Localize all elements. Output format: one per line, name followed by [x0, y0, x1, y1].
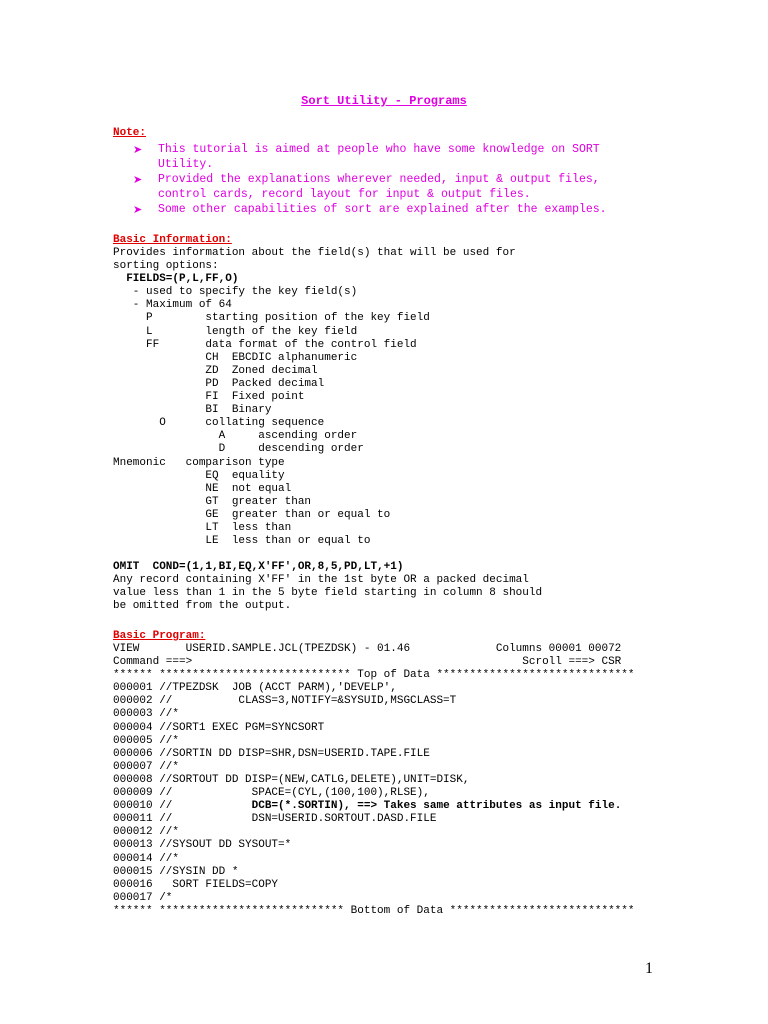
program-listing-line: 000005 //*	[113, 734, 180, 747]
program-listing-line-bold-part: DCB=(*.SORTIN), ==> Takes same attributes as input file.	[172, 800, 622, 813]
basic-information-line: D descending order	[113, 443, 364, 456]
basic-information-line: sorting options:	[113, 260, 219, 273]
program-listing-line: VIEW USERID.SAMPLE.JCL(TPEZDSK) - 01.46 Columns 00001 00072	[113, 643, 622, 655]
program-listing-line: Command ===> Scroll ===> CSR	[113, 656, 622, 669]
basic-information-line: ZD Zoned decimal	[113, 364, 318, 377]
basic-program-heading: Basic Program:	[113, 630, 206, 642]
program-listing-line: ****** **************************** Bottom of Data ****************************	[113, 904, 635, 917]
basic-information-line: PD Packed decimal	[113, 377, 325, 390]
basic-information-section	[113, 234, 673, 548]
note-bullet-line: Provided the explanations wherever needed, input & output files,	[158, 173, 600, 186]
basic-information-line: Provides information about the field(s) that will be used for	[113, 247, 516, 259]
right-arrow-bullet-icon: ➤	[133, 143, 143, 156]
program-listing-line: 000001 //TPEZDSK JOB (ACCT PARM),'DEVELP',	[113, 682, 397, 695]
basic-information-line: P starting position of the key field	[113, 312, 430, 325]
basic-information-line: - used to specify the key field(s)	[113, 286, 358, 299]
basic-information-line: FF data format of the control field	[113, 338, 417, 351]
program-listing-line: 000004 //SORT1 EXEC PGM=SYNCSORT	[113, 721, 325, 734]
note-heading: Note:	[113, 127, 147, 139]
note-bullet-line: Utility.	[158, 158, 214, 171]
basic-information-line: GE greater than or equal to	[113, 508, 391, 521]
note-bullet-item	[113, 142, 673, 172]
note-bullet-line: control cards, record layout for input & output files.	[158, 188, 531, 201]
note-bullet-line: This tutorial is aimed at people who have some knowledge on SORT	[158, 143, 600, 156]
basic-information-line: A ascending order	[113, 430, 358, 443]
omit-line: value less than 1 in the 5 byte field starting in column 8 should	[113, 587, 543, 600]
program-listing-line: 000009 // SPACE=(CYL,(100,100),RLSE),	[113, 787, 430, 800]
page-title: Sort Utility - Programs	[301, 94, 467, 108]
basic-information-heading: Basic Information:	[113, 234, 232, 246]
basic-information-line: LT less than	[113, 521, 292, 534]
note-bullet-item	[113, 202, 673, 217]
basic-information-line: - Maximum of 64	[113, 299, 232, 312]
omit-line: OMIT COND=(1,1,BI,EQ,X'FF',OR,8,5,PD,LT,+1)	[113, 561, 404, 573]
program-listing-line: 000007 //*	[113, 760, 180, 773]
right-arrow-bullet-icon: ➤	[133, 203, 143, 216]
basic-information-line: FIELDS=(P,L,FF,O)	[113, 273, 239, 286]
program-listing-line: 000014 //*	[113, 852, 180, 865]
basic-information-line: EQ equality	[113, 469, 285, 482]
program-listing-line: 000002 // CLASS=3,NOTIFY=&SYSUID,MSGCLASS=T	[113, 695, 457, 708]
basic-information-line: NE not equal	[113, 482, 292, 495]
program-listing-line: ****** ***************************** Top of Data ******************************	[113, 669, 635, 682]
program-listing-line: 000008 //SORTOUT DD DISP=(NEW,CATLG,DELETE),UNIT=DISK,	[113, 773, 470, 786]
basic-information-line: Mnemonic comparison type	[113, 456, 285, 469]
program-listing-line: 000017 /*	[113, 891, 173, 904]
program-listing-line: 000015 //SYSIN DD *	[113, 865, 239, 878]
basic-information-line: GT greater than	[113, 495, 312, 508]
omit-body	[113, 561, 673, 613]
program-listing-line: 000016 SORT FIELDS=COPY	[113, 878, 279, 891]
omit-line: Any record containing X'FF' in the 1st byte OR a packed decimal	[113, 574, 529, 587]
note-bullet-line: Some other capabilities of sort are explained after the examples.	[158, 203, 607, 216]
basic-information-line: CH EBCDIC alphanumeric	[113, 351, 358, 364]
note-bullet-list	[113, 142, 673, 217]
program-listing-line-prefix: 000010 //	[113, 800, 173, 813]
program-listing	[113, 643, 673, 918]
program-listing-line: 000006 //SORTIN DD DISP=SHR,DSN=USERID.TAPE.FILE	[113, 747, 430, 760]
basic-information-body	[113, 247, 673, 548]
program-listing-line: 000013 //SYSOUT DD SYSOUT=*	[113, 839, 292, 852]
program-listing-line: 000012 //*	[113, 826, 180, 839]
basic-information-line: BI Binary	[113, 404, 272, 417]
basic-information-line: O collating sequence	[113, 417, 325, 430]
program-listing-line	[113, 800, 673, 813]
basic-information-line: LE less than or equal to	[113, 535, 371, 548]
page-number: 1	[645, 960, 653, 977]
note-bullet-item	[113, 172, 673, 202]
omit-section	[113, 561, 673, 613]
omit-line: be omitted from the output.	[113, 600, 292, 613]
program-listing-line: 000003 //*	[113, 708, 180, 721]
right-arrow-bullet-icon: ➤	[133, 173, 143, 186]
basic-program-section	[113, 630, 673, 918]
basic-information-line: L length of the key field	[113, 325, 358, 338]
basic-information-line: FI Fixed point	[113, 391, 305, 404]
program-listing-line: 000011 // DSN=USERID.SORTOUT.DASD.FILE	[113, 813, 437, 826]
note-section	[113, 127, 673, 217]
